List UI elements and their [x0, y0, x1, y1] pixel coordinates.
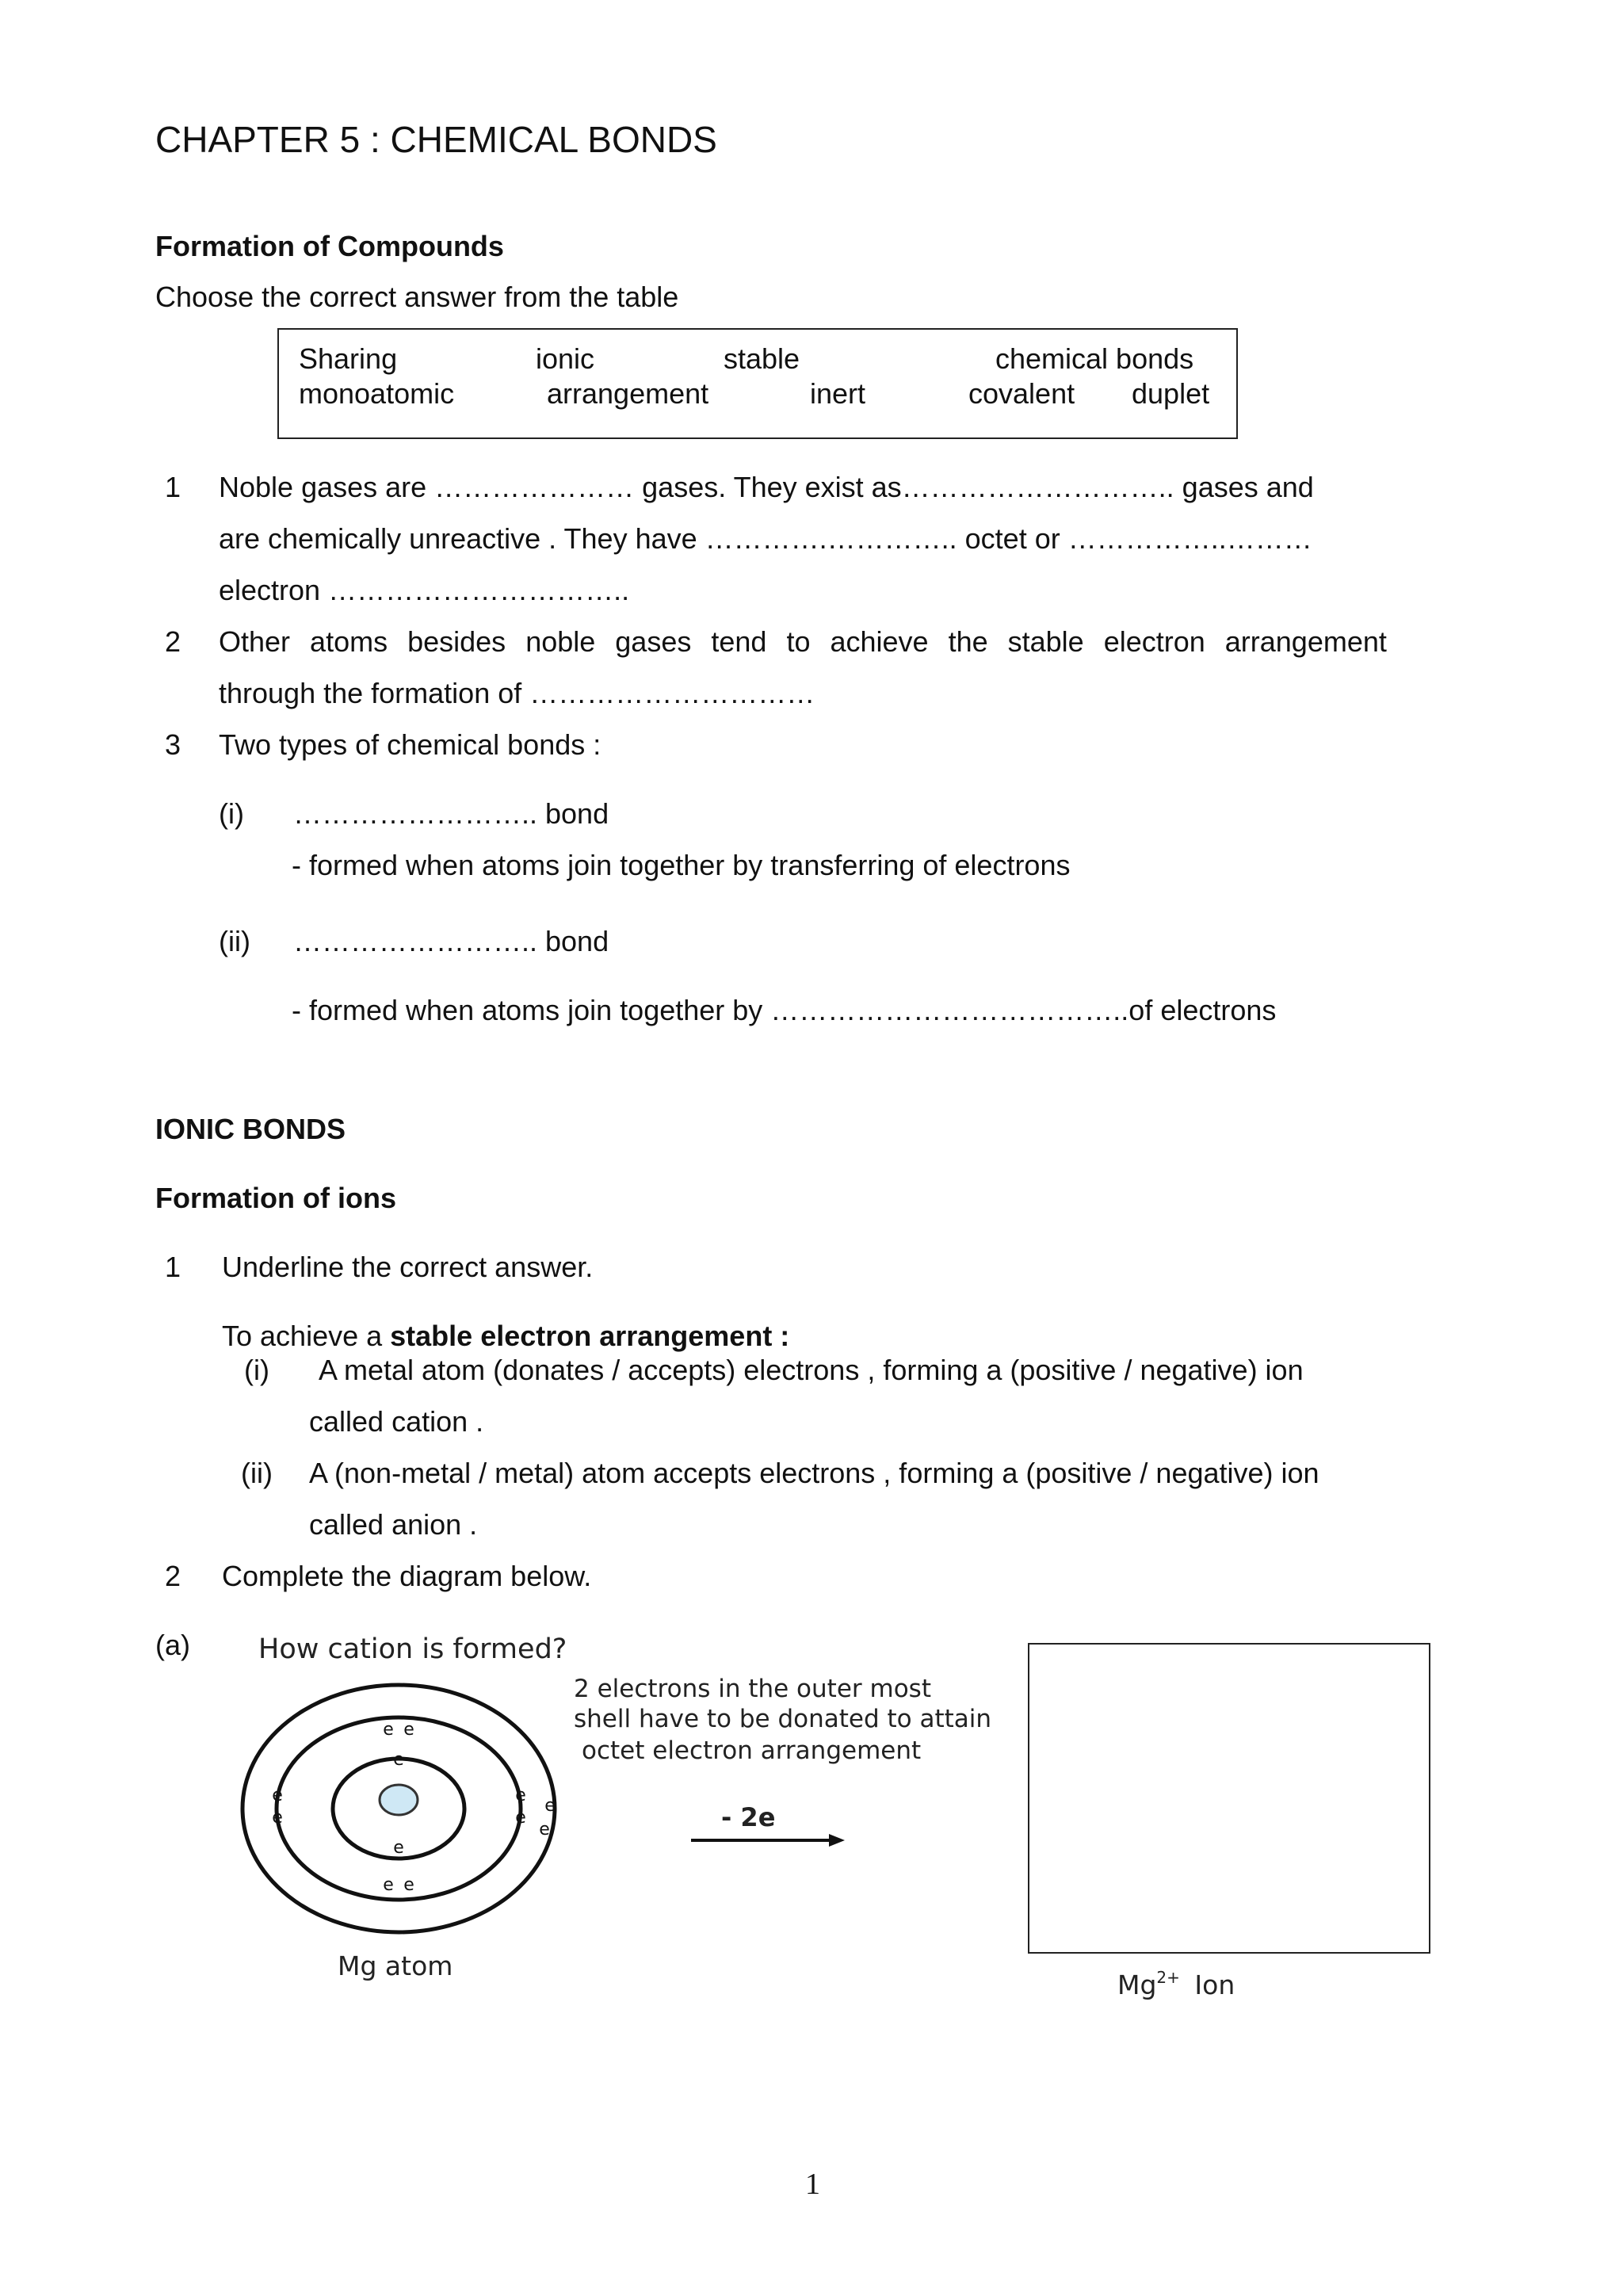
word-bank-item: monoatomic: [299, 377, 455, 410]
electron: e: [383, 1875, 394, 1895]
word: achieve: [830, 625, 929, 658]
electron: e: [272, 1786, 283, 1805]
sub-item-label: (ii): [241, 1457, 273, 1489]
question-number: 3: [165, 728, 181, 761]
word: besides: [407, 625, 506, 658]
question-number: 1: [165, 1251, 181, 1283]
covalent-bond-description: - formed when atoms join together by ………………………………..of electrons: [292, 994, 1277, 1026]
word: Other: [219, 625, 291, 658]
page-title: CHAPTER 5 : CHEMICAL BONDS: [155, 119, 717, 160]
word: electron: [1103, 625, 1205, 658]
stable-arrangement-intro: [222, 1319, 789, 1354]
subheading-formation-of-ions: Formation of ions: [155, 1182, 396, 1214]
word: the: [948, 625, 988, 658]
electron: e: [403, 1720, 414, 1740]
word-bank-item: stable: [724, 342, 800, 375]
word: noble: [525, 625, 596, 658]
section-heading-formation-of-compounds: Formation of Compounds: [155, 230, 504, 262]
word-bank-item: ionic: [536, 342, 595, 375]
intro-bold-text: stable electron arrangement :: [390, 1320, 790, 1352]
electron: e: [515, 1786, 526, 1805]
question-number: 1: [165, 471, 181, 503]
instruction-text: Choose the correct answer from the table: [155, 281, 679, 313]
anion-statement-line-1: A (non-metal / metal) atom accepts electrons , forming a (positive / negative) ion: [309, 1457, 1319, 1489]
sub-item-label: (ii): [219, 925, 250, 957]
electron: e: [393, 1750, 404, 1770]
diagram-note-line-3: octet electron arrangement: [582, 1736, 922, 1765]
word-bank-item: duplet: [1132, 377, 1210, 410]
electron: e: [544, 1796, 556, 1816]
word: arrangement: [1224, 625, 1387, 658]
electron: e: [383, 1720, 394, 1740]
electron: e: [393, 1838, 404, 1858]
word-bank-item: arrangement: [547, 377, 709, 410]
electron: e: [515, 1808, 526, 1828]
question-1-line-1: Noble gases are ………………… gases. They exist as……………………….. gases and: [219, 471, 1314, 503]
section-heading-ionic-bonds: IONIC BONDS: [155, 1113, 346, 1145]
reaction-arrow: [689, 1831, 848, 1850]
word-bank-item: chemical bonds: [995, 342, 1194, 375]
question-3-line-1: Two types of chemical bonds :: [219, 728, 601, 761]
atom-label: Mg atom: [338, 1950, 453, 1981]
question-2-line-2: through the formation of …………………………: [219, 677, 815, 709]
question-number: 2: [165, 1560, 181, 1592]
sub-item-label: (i): [244, 1354, 269, 1386]
mg-atom-diagram: [230, 1672, 586, 1950]
ion-charge: 2+: [1156, 1968, 1180, 1987]
question-1-line-3: electron …………………………..: [219, 574, 630, 606]
complete-diagram-instruction: Complete the diagram below.: [222, 1560, 592, 1592]
page-number: 1: [805, 2168, 820, 2201]
electron: e: [539, 1820, 550, 1839]
word-bank-item: covalent: [968, 377, 1075, 410]
cation-statement-line-2: called cation .: [309, 1405, 484, 1438]
ionic-bond-blank: …………………….. bond: [293, 797, 609, 830]
diagram-note-line-1: 2 electrons in the outer most: [574, 1675, 931, 1703]
answer-box[interactable]: [1028, 1643, 1430, 1954]
cation-statement-line-1: A metal atom (donates / accepts) electrons , forming a (positive / negative) ion: [319, 1354, 1304, 1386]
question-number: 2: [165, 625, 181, 658]
ionic-bond-description: - formed when atoms join together by transferring of electrons: [292, 849, 1071, 881]
electron: e: [272, 1808, 283, 1828]
covalent-bond-blank: …………………….. bond: [293, 925, 609, 957]
word: gases: [615, 625, 692, 658]
ion-label: [1117, 1962, 1235, 2000]
word: atoms: [310, 625, 388, 658]
nucleus: [380, 1785, 418, 1815]
underline-instruction: Underline the correct answer.: [222, 1251, 594, 1283]
word: tend: [711, 625, 767, 658]
part-label: (a): [155, 1629, 190, 1661]
ion-label-base: Mg: [1117, 1969, 1157, 2000]
electron: e: [403, 1875, 414, 1895]
word-bank-item: Sharing: [299, 342, 398, 375]
intro-text: To achieve a: [222, 1320, 391, 1352]
diagram-note-line-2: shell have to be donated to attain: [574, 1705, 992, 1733]
sub-item-label: (i): [219, 797, 244, 830]
arrow-head: [829, 1834, 845, 1847]
ion-label-rest: Ion: [1186, 1969, 1235, 2000]
diagram-title: How cation is formed?: [258, 1633, 567, 1665]
word: stable: [1007, 625, 1084, 658]
question-1-line-2: are chemically unreactive . They have ………….………….. octet or ……………..………: [219, 522, 1312, 555]
question-2-line-1: [219, 625, 1387, 659]
anion-statement-line-2: called anion .: [309, 1508, 478, 1541]
word-bank-item: inert: [810, 377, 866, 410]
arrow-label: - 2e: [721, 1802, 776, 1832]
word: to: [786, 625, 811, 658]
